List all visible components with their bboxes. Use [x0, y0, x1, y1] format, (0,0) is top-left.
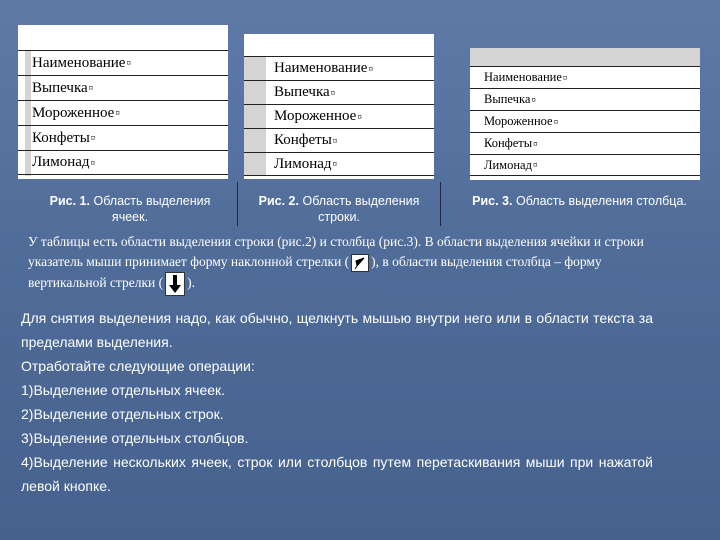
table-row: Конфеты ¤ [18, 125, 228, 150]
table-row: Конфеты ¤ [470, 132, 700, 154]
caption-text: Область выделения столбца. [515, 194, 687, 208]
exercise-intro: Отработайте следующие операции: [21, 358, 255, 374]
table-row: Лимонад ¤ [470, 154, 700, 176]
table-row: Наименование ¤ [18, 50, 228, 75]
figure-2-table [244, 34, 434, 179]
table-row: Конфеты ¤ [244, 128, 434, 152]
figure-1-caption [30, 193, 230, 225]
slanted-arrow-cursor-icon [351, 254, 369, 272]
caption-separator [440, 182, 441, 226]
table-row: Выпечка ¤ [244, 80, 434, 104]
figure-2-caption [243, 193, 435, 225]
table-row: Наименование ¤ [244, 56, 434, 80]
selection-area-bar [470, 48, 700, 66]
exercise-item: 3)Выделение отдельных столбцов. [21, 430, 249, 446]
table-row: Лимонад ¤ [244, 152, 434, 176]
figure-3-table [470, 48, 700, 180]
caption-label: Рис. 2. [258, 194, 299, 208]
caption-separator [237, 182, 238, 226]
table-row: Лимонад ¤ [18, 150, 228, 175]
caption-label: Рис. 3. [472, 194, 513, 208]
caption-label: Рис. 1. [49, 194, 90, 208]
figure-3-caption [452, 193, 707, 209]
exercise-item: 2)Выделение отдельных строк. [21, 406, 224, 422]
table-row: Мороженное ¤ [470, 110, 700, 132]
vertical-arrow-cursor-icon [165, 272, 185, 296]
figure-1-table [18, 25, 228, 179]
table-row: Мороженное ¤ [244, 104, 434, 128]
instructions [21, 306, 653, 498]
caption-text: Область выделения строки. [302, 194, 420, 224]
table-row: Мороженное ¤ [18, 100, 228, 125]
exercise-item: 1)Выделение отдельных ячеек. [21, 382, 226, 398]
table-row: Выпечка ¤ [18, 75, 228, 100]
selection-areas-paragraph: У таблицы есть области выделения строки (рис.2) и столбца (рис.3). В области выделения ячейки и строки указатель мыши принимает форму наклонной стрелки ( ), в области выделения столбца – форму вертикальной стрелки ( ). [28, 232, 668, 296]
table-row: Наименование ¤ [470, 66, 700, 88]
exercise-item: 4)Выделение нескольких ячеек, строк или столбцов путем перетаскивания мыши при нажатой левой кнопке. [21, 454, 653, 494]
deselect-paragraph: Для снятия выделения надо, как обычно, щелкнуть мышью внутри него или в области текста за пределами выделения. [21, 310, 653, 350]
table-row: Выпечка ¤ [470, 88, 700, 110]
caption-text: Область выделения ячеек. [93, 194, 211, 224]
